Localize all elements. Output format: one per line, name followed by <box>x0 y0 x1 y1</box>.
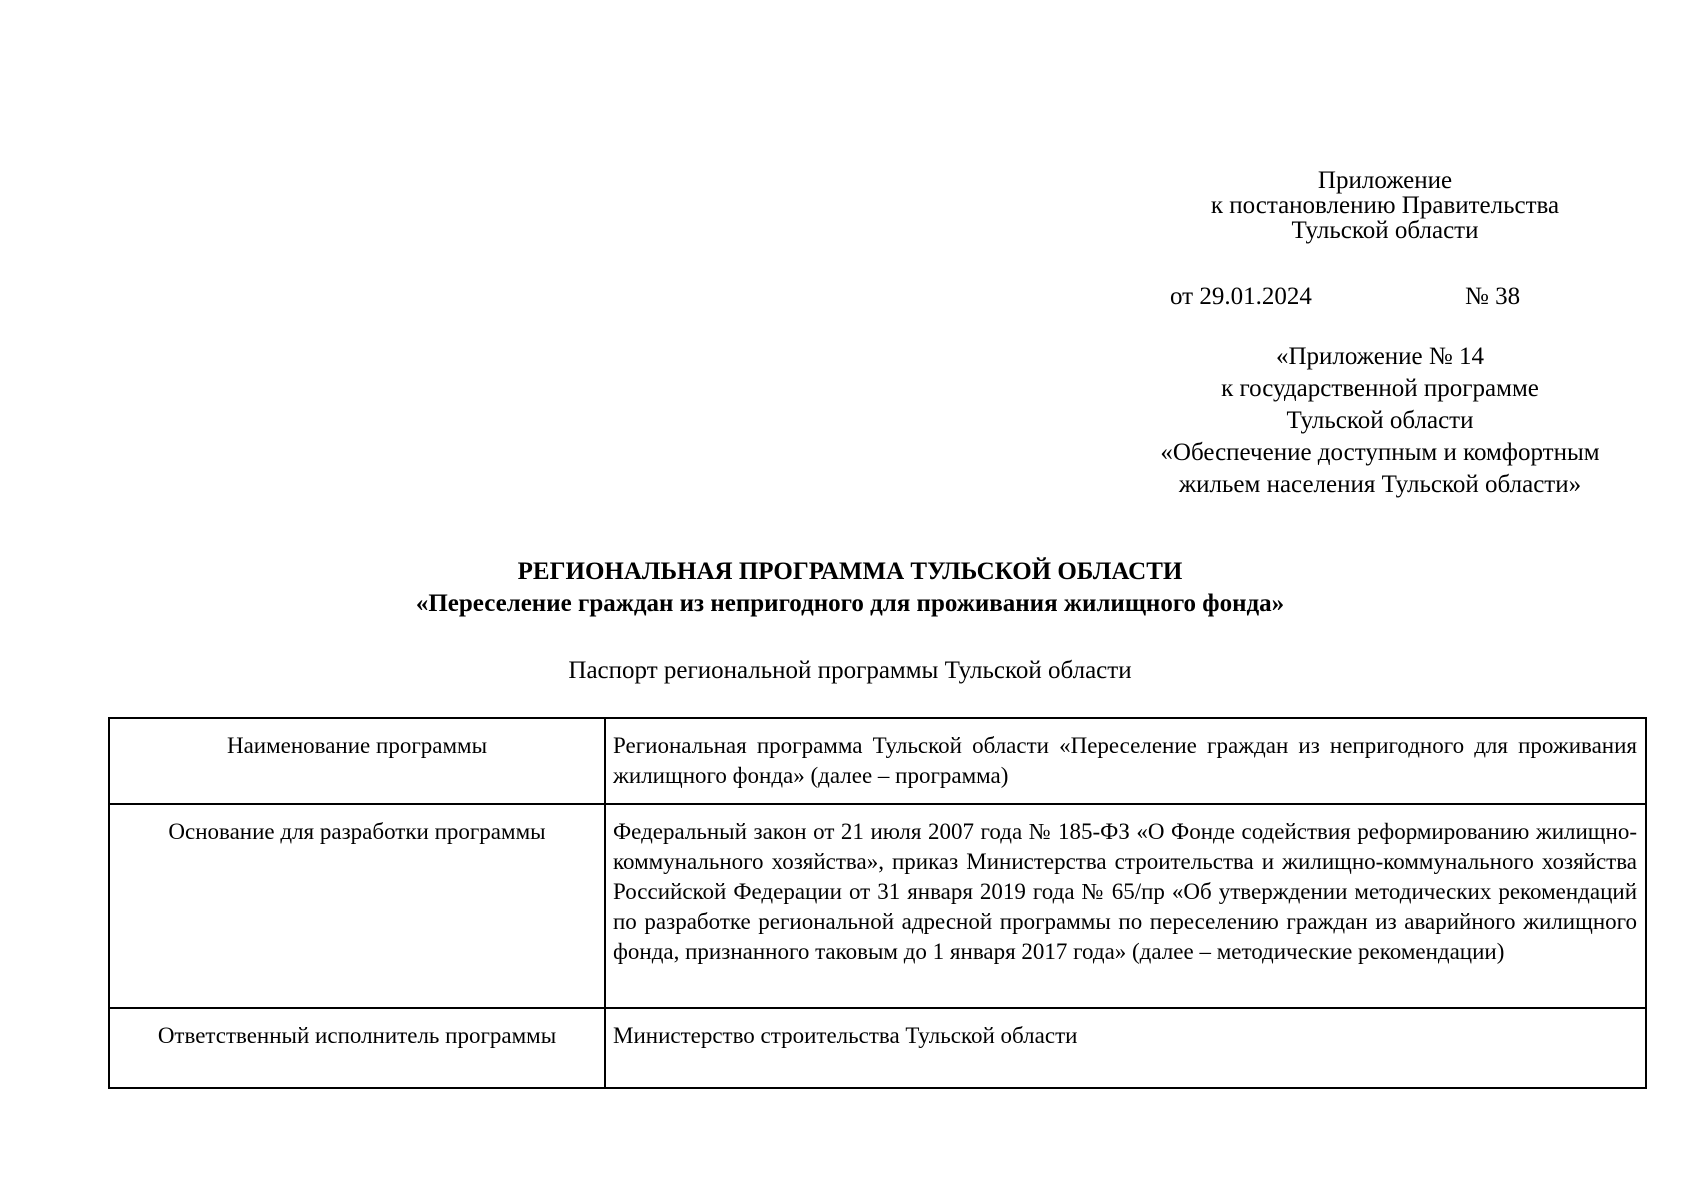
table-row <box>109 1008 1646 1088</box>
title-line-2: «Переселение граждан из непригодного для проживания жилищного фонда» <box>415 590 1285 617</box>
approval-line-2: к постановлению Правительства <box>1210 192 1560 219</box>
row-label-program-name: Наименование программы <box>109 718 605 804</box>
row-value-program-name: Региональная программа Тульской области «Переселение граждан из непригодного для проживания жилищного фонда» (далее – программа) <box>605 718 1646 804</box>
row-value-basis: Федеральный закон от 21 июля 2007 года № 185-ФЗ «О Фонде содействия реформированию жилищно-коммунального хозяйства», приказ Министерства строительства и жилищно-коммунального хозяйства Российской Федерации от 31 января 2019 года № 65/пр «Об утверждении методических рекомендаций по разработке региональной адресной программы по переселению граждан из аварийного жилищного фонда, признанного таковым до 1 января 2017 года» (далее – методические рекомендации) <box>605 804 1646 1008</box>
title-line-1: РЕГИОНАЛЬНАЯ ПРОГРАММА ТУЛЬСКОЙ ОБЛАСТИ <box>517 558 1183 585</box>
appendix-line-4: «Обеспечение доступным и комфортным <box>1160 439 1600 466</box>
order-number: № 38 <box>1465 283 1521 310</box>
passport-heading: Паспорт региональной программы Тульской области <box>568 657 1132 684</box>
table-row <box>109 804 1646 1008</box>
appendix-line-3: Тульской области <box>1286 407 1474 434</box>
appendix-block <box>1100 341 1660 501</box>
row-label-executor: Ответственный исполнитель программы <box>109 1008 605 1088</box>
row-value-executor: Министерство строительства Тульской области <box>605 1008 1646 1088</box>
appendix-line-1: «Приложение № 14 <box>1275 343 1485 370</box>
row-label-basis: Основание для разработки программы <box>109 804 605 1008</box>
passport-table <box>108 717 1647 1089</box>
table-row <box>109 718 1646 804</box>
appendix-line-5: жильем населения Тульской области» <box>1178 471 1582 498</box>
approval-stamp-block <box>1175 168 1595 243</box>
approval-line-3: Тульской области <box>1291 217 1479 244</box>
document-title <box>100 556 1600 620</box>
approval-line-1: Приложение <box>1317 167 1453 194</box>
appendix-line-2: к государственной программе <box>1221 375 1539 402</box>
order-date: от 29.01.2024 <box>1170 283 1312 310</box>
